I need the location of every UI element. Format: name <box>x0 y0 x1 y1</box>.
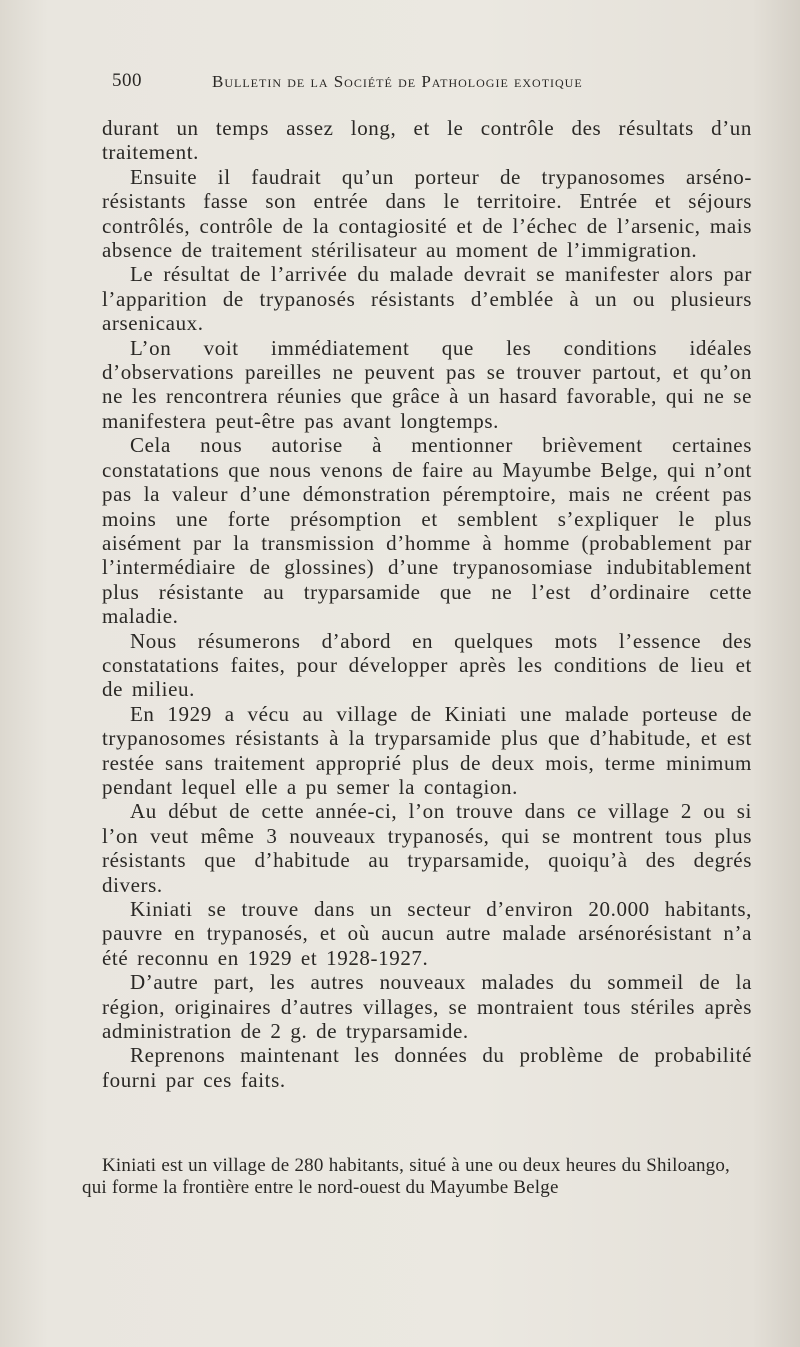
running-title: Bulletin de la Société de Pathologie exotique <box>212 72 583 91</box>
paragraph: Ensuite il faudrait qu’un porteur de trypanosomes arséno-résistants fasse son entrée dans le territoire. Entrée et séjours contrôlés, contrôle de la contagiosité et de l’échec de l’arsenic, mais absence de traitement stérilisateur au moment de l’immigration. <box>102 164 752 263</box>
paragraph: Le résultat de l’arrivée du malade devrait se manifester alors par l’apparition de trypanosés résistants d’emblée à un ou plusieurs arsenicaux. <box>102 262 752 336</box>
page-number: 500 <box>112 70 142 91</box>
footnote-text: Kiniati est un village de 280 habitants, situé à une ou deux heures du Shiloango, qui forme la frontière entre le nord-ouest du Mayumbe Belge <box>82 1155 730 1198</box>
paragraph: D’autre part, les autres nouveaux malades du sommeil de la région, originaires d’autres villages, se montraient tous stériles après administration de 2 g. de tryparsamide. <box>102 970 752 1044</box>
footnote <box>82 1155 730 1199</box>
paragraph: Cela nous autorise à mentionner brièvement certaines constatations que nous venons de faire au Mayumbe Belge, qui n’ont pas la valeur d’une démonstration péremptoire, mais ne créent pas moins une forte présomption et semblent s’expliquer le plus aisément par la transmission d’homme à homme (probablement par l’intermédiaire de glossines) d’une trypanosomiase indubitablement plus résistante au tryparsamide que ne l’est d’ordinaire cette maladie. <box>102 433 752 629</box>
paragraph: En 1929 a vécu au village de Kiniati une malade porteuse de trypanosomes résistants à la tryparsamide plus que d’habitude, et est restée sans traitement approprié plus de deux mois, terme minimum pendant lequel elle a pu semer la contagion. <box>102 701 752 799</box>
paragraph: durant un temps assez long, et le contrôle des résultats d’un traitement. <box>102 116 752 165</box>
body-text <box>102 116 752 1092</box>
paragraph: Reprenons maintenant les données du problème de probabilité fourni par ces faits. <box>102 1043 752 1092</box>
paragraph: L’on voit immédiatement que les conditions idéales d’observations pareilles ne peuvent pas se trouver partout, et qu’on ne les rencontrera réunies que grâce à un hasard favorable, qui ne se manifestera peut-être pas avant longtemps. <box>102 335 752 433</box>
paragraph: Kiniati se trouve dans un secteur d’environ 20.000 habitants, pauvre en trypanosés, et où aucun autre malade arsénorésistant n’a été reconnu en 1929 et 1928-1927. <box>102 897 752 970</box>
paragraph: Nous résumerons d’abord en quelques mots l’essence des constatations faites, pour développer après les conditions de lieu et de milieu. <box>102 628 752 702</box>
paragraph: Au début de cette année-ci, l’on trouve dans ce village 2 ou si l’on veut même 3 nouveaux trypanosés, qui se montrent tous plus résistants que d’habitude au tryparsamide, quoiqu’à des degrés divers. <box>102 799 752 897</box>
